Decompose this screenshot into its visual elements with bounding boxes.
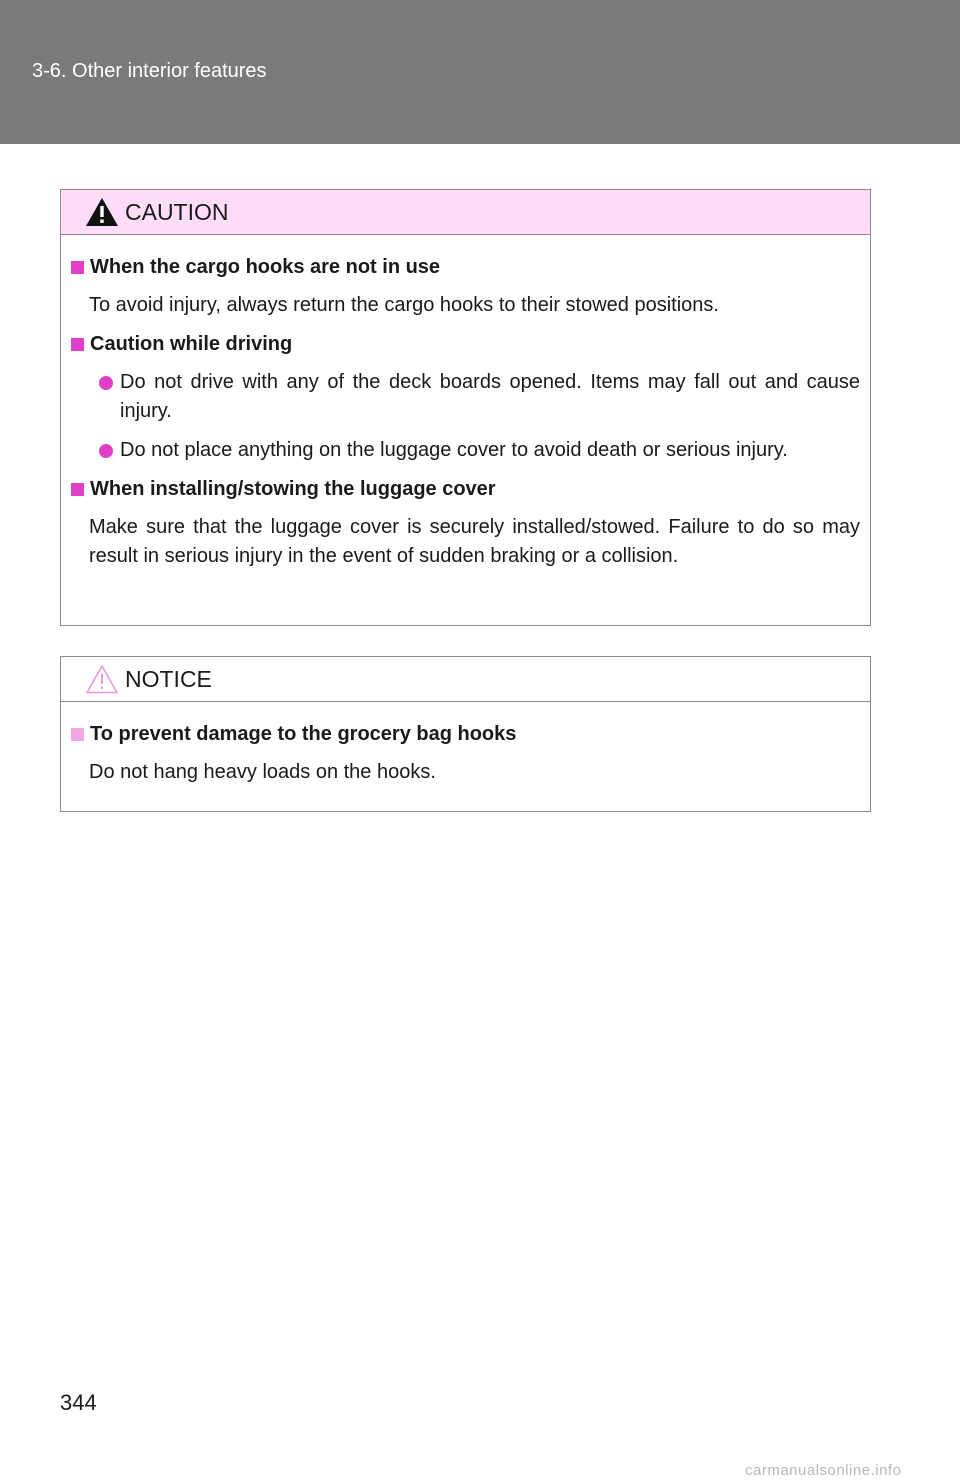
caution-title: CAUTION: [125, 199, 229, 225]
circle-bullet-icon: [99, 444, 113, 458]
page-header: [0, 0, 960, 144]
caution-heading: Caution while driving: [71, 330, 860, 358]
warning-triangle-icon: [85, 197, 119, 227]
square-bullet-icon: [71, 728, 84, 741]
caution-box: [60, 189, 871, 626]
caution-heading: When the cargo hooks are not in use: [71, 253, 860, 281]
caution-bullet: Do not drive with any of the deck boards opened. Items may fall out and cause injury.: [99, 368, 860, 426]
notice-title: NOTICE: [125, 666, 212, 692]
caution-paragraph: To avoid injury, always return the cargo hooks to their stowed positions.: [89, 294, 719, 316]
section-title: 3-6. Other interior features: [32, 60, 267, 82]
watermark: carmanualsonline.info: [745, 1462, 902, 1479]
caution-header: [61, 190, 870, 235]
caution-paragraph: Make sure that the luggage cover is securely installed/stowed. Failure to do so may result in serious injury in the event of sudden braking or a collision.: [89, 516, 860, 567]
square-bullet-icon: [71, 483, 84, 496]
square-bullet-icon: [71, 261, 84, 274]
caution-heading: When installing/stowing the luggage cover: [71, 475, 860, 503]
notice-box: [60, 656, 871, 812]
page-number: 344: [60, 1390, 97, 1415]
notice-header: [61, 657, 870, 702]
square-bullet-icon: [71, 338, 84, 351]
circle-bullet-icon: [99, 376, 113, 390]
caution-bullet: Do not place anything on the luggage cover to avoid death or serious injury.: [99, 436, 860, 465]
notice-triangle-icon: [85, 664, 119, 694]
notice-paragraph: Do not hang heavy loads on the hooks.: [89, 761, 436, 783]
notice-heading: To prevent damage to the grocery bag hooks: [71, 720, 860, 748]
